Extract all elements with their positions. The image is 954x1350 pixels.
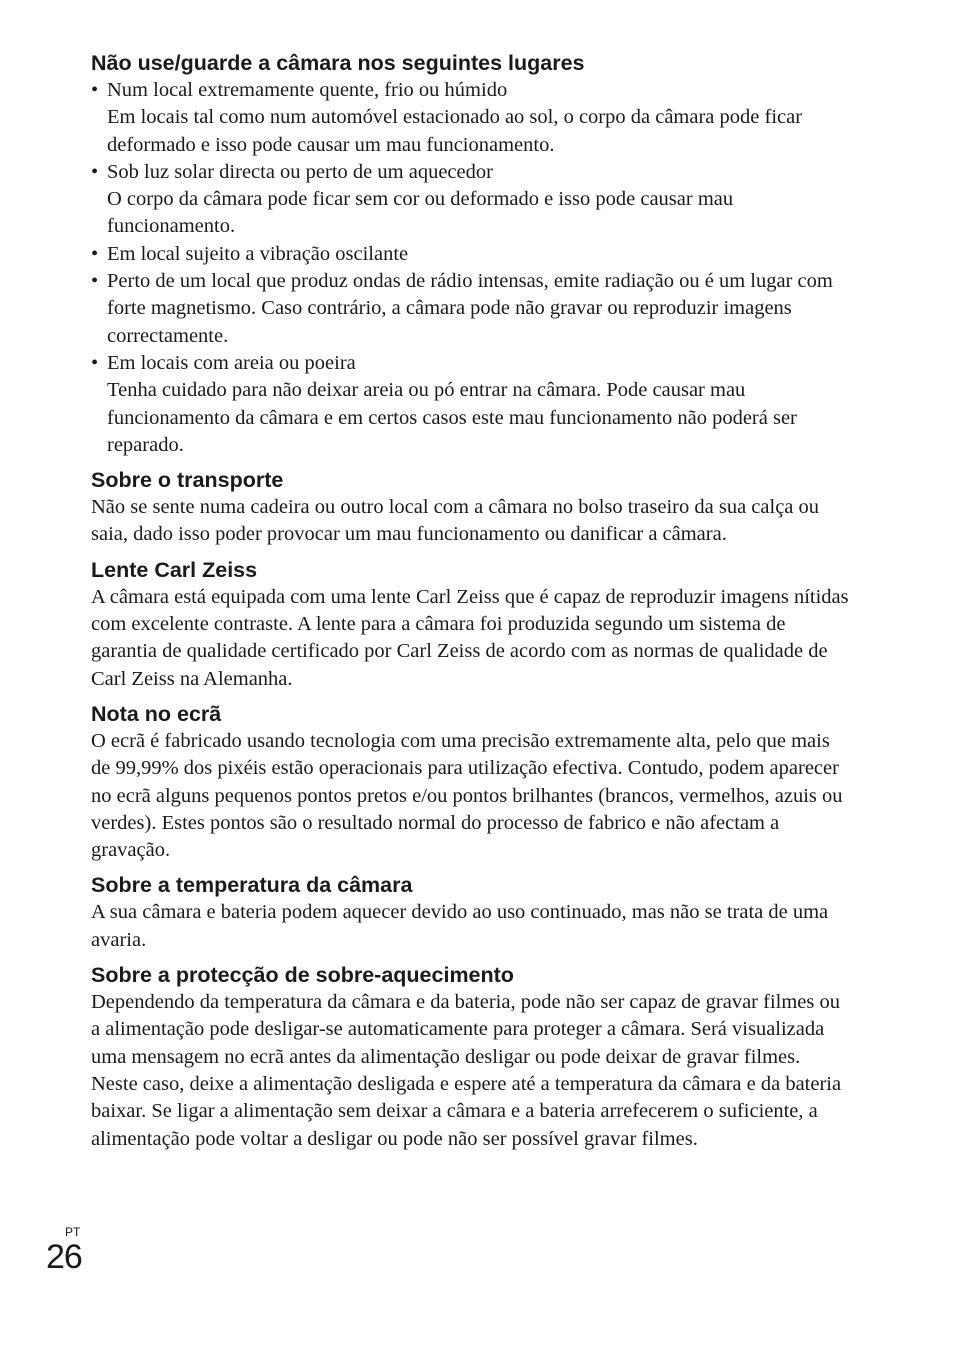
section-lens (91, 557, 851, 693)
bullet-icon: • (91, 351, 99, 374)
section-heading: Sobre o transporte (91, 468, 284, 493)
language-code: PT (65, 1225, 81, 1239)
section-text: O ecrã é fabricado usando tecnologia com uma precisão extremamente alta, pelo que mais de 99,99% dos pixéis estão operacionais para utilização efectiva. Contudo, podem aparecer no ecrã alguns pequenos pontos pretos e/ou pontos brilhantes (brancos, vermelhos, azuis ou verdes). Estes pontos são o resultado normal do processo de fabrico e não afectam a gravação. (91, 729, 843, 862)
list-item-detail: O corpo da câmara pode ficar sem cor ou deformado e isso pode causar mau funcionamento. (107, 188, 734, 238)
section-heading: Lente Carl Zeiss (91, 557, 258, 582)
list-item (91, 350, 851, 459)
section-places (91, 50, 851, 459)
list-item (91, 268, 851, 350)
list-item (91, 159, 851, 241)
page-number: 26 (46, 1238, 82, 1276)
list-item (91, 241, 851, 268)
list-item-title: Num local extremamente quente, frio ou húmido (107, 79, 508, 101)
section-heading: Sobre a protecção de sobre-aquecimento (91, 963, 514, 988)
bullet-icon: • (91, 79, 99, 101)
bullet-list (91, 77, 851, 459)
bullet-icon: • (91, 160, 99, 183)
list-item-title: Perto de um local que produz ondas de rádio intensas, emite radiação ou é um lugar com forte magnetismo. Caso contrário, a câmara pode não gravar ou reproduzir imagens correctamente. (107, 270, 833, 347)
list-item (91, 77, 851, 159)
section-screen (91, 701, 851, 864)
list-item-title: Em local sujeito a vibração oscilante (107, 242, 409, 265)
list-item-detail: Em locais tal como num automóvel estacionado ao sol, o corpo da câmara pode ficar deformado e isso pode causar um mau funcionamento. (107, 106, 803, 156)
section-text: Não se sente numa cadeira ou outro local com a câmara no bolso traseiro da sua calça ou saia, dado isso poder provocar um mau funcionamento ou danificar a câmara. (91, 496, 820, 546)
page-content (91, 50, 851, 1161)
list-item-title: Sob luz solar directa ou perto de um aquecedor (107, 160, 493, 183)
section-transport (91, 467, 851, 549)
bullet-icon: • (91, 242, 99, 265)
section-heading: Não use/guarde a câmara nos seguintes lugares (91, 51, 585, 75)
section-heading: Sobre a temperatura da câmara (91, 873, 413, 898)
section-heading: Nota no ecrã (91, 701, 222, 726)
bullet-icon: • (91, 270, 99, 293)
section-temperature (91, 872, 851, 954)
section-overheat (91, 962, 851, 1153)
section-text: Dependendo da temperatura da câmara e da bateria, pode não ser capaz de gravar filmes ou a alimentação pode desligar-se automaticamente para proteger a câmara. Será visualizada uma mensagem no ecrã antes da alimentação desligar ou pode deixar de gravar filmes. Neste caso, deixe a alimentação desligada e espere até a temperatura da câmara e da bateria baixar. Se ligar a alimentação sem deixar a câmara e a bateria arrefecerem o suficiente, a alimentação pode voltar a desligar ou pode não ser possível gravar filmes. (91, 991, 842, 1150)
list-item-detail: Tenha cuidado para não deixar areia ou pó entrar na câmara. Pode causar mau funcionamento da câmara e em certos casos este mau funcionamento não poderá ser reparado. (107, 379, 797, 456)
list-item-title: Em locais com areia ou poeira (107, 351, 356, 374)
section-text: A câmara está equipada com uma lente Carl Zeiss que é capaz de reproduzir imagens nítidas com excelente contraste. A lente para a câmara foi produzida segundo um sistema de garantia de qualidade certificado por Carl Zeiss de acordo com as normas de qualidade de Carl Zeiss na Alemanha. (91, 585, 849, 690)
section-text: A sua câmara e bateria podem aquecer devido ao uso continuado, mas não se trata de uma avaria. (91, 901, 829, 951)
